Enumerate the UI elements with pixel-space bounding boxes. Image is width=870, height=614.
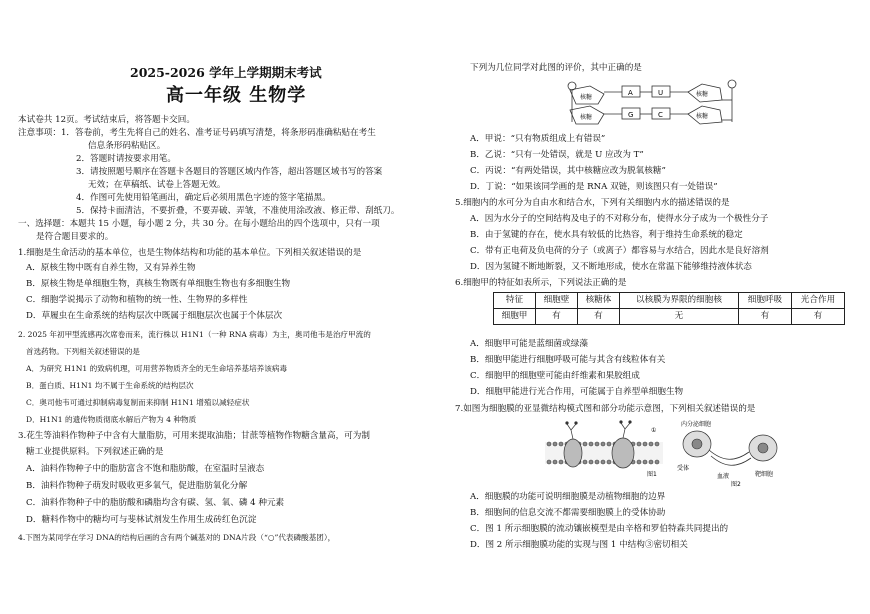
table-header-cell: 细胞壁 xyxy=(535,293,577,309)
sugar-label: 核糖 xyxy=(696,91,709,98)
question-stem: 1.细胞是生命活动的基本单位，也是生物体结构和功能的基本单位。下列相关叙述错误的是 xyxy=(18,248,362,258)
option: B．由于氢键的存在，使水具有较低的比热容，利于维持生命系统的稳定 xyxy=(470,230,743,240)
exam-subtitle: 高一年级 生物学 xyxy=(166,85,307,106)
notes-line: 5．保持卡面清洁，不要折叠，不要弄破、弄皱，不准使用涂改液、修正带、刮纸刀。 xyxy=(76,206,400,216)
question-stem: 糖工业提供原料。下列叙述正确的是 xyxy=(26,447,164,457)
section-heading: 一、选择题：本题共 15 小题，每小题 2 分，共 30 分。在每小题给出的四个选项中，只有一项 xyxy=(18,219,380,229)
option: D．因为氢键不断地断裂，又不断地形成，使水在常温下能够维持液体状态 xyxy=(470,262,752,272)
option: A．甲说：“只有物质组成上有错误” xyxy=(470,134,606,144)
notes-line: 3．请按照题号顺序在答题卡各题目的答题区域内作答，超出答题区域书写的答案 xyxy=(76,167,383,177)
table-cell: 有 xyxy=(577,309,619,325)
option: A．原核生物中既有自养生物，又有异养生物 xyxy=(26,263,196,273)
endocrine-cell-label: 内分泌细胞 xyxy=(681,421,712,428)
base-label: G xyxy=(628,111,634,119)
table-header-cell: 以核膜为界限的细胞核 xyxy=(619,293,738,309)
option: C．细胞甲的细胞壁可能由纤维素和果胶组成 xyxy=(470,371,640,381)
option: A．细胞甲可能是蓝细菌或绿藻 xyxy=(470,339,588,349)
option: D．丁说：“如果该同学画的是 RNA 双链，则该图只有一处错误” xyxy=(470,182,718,192)
notes-line: 无效；在草稿纸、试卷上答题无效。 xyxy=(88,180,226,190)
question-stem: 6.细胞甲的特征如表所示，下列说法正确的是 xyxy=(455,278,627,288)
blood-label: 血液 xyxy=(717,473,730,480)
option: A．油料作物种子中的脂肪富含不饱和脂肪酸，在室温时呈液态 xyxy=(26,464,265,474)
sugar-label: 核糖 xyxy=(580,114,593,121)
question-stem: 5.细胞内的水可分为自由水和结合水，下列有关细胞内水的描述错误的是 xyxy=(455,198,730,208)
notes-line: 4．作图可先使用铅笔画出，确定后必须用黑色字迹的签字笔描黑。 xyxy=(76,193,331,203)
base-label: C xyxy=(658,111,663,119)
table-row xyxy=(494,309,845,325)
table-cell: 有 xyxy=(738,309,791,325)
glycoprotein-chain xyxy=(567,424,576,439)
option: C．奥司他韦可通过抑制病毒复制而来抑制 H1N1 增殖以减轻症状 xyxy=(26,398,250,407)
option: D．H1N1 的遗传物质彻底水解后产物为 4 种物质 xyxy=(26,415,197,424)
table-cell: 有 xyxy=(791,309,844,325)
option: C．带有正电荷及负电荷的分子（或离子）都容易与水结合，因此水是良好溶剂 xyxy=(470,246,769,256)
option: C．油料作物种子中的脂肪酸和磷脂均含有碳、氢、氧、磷 4 种元素 xyxy=(26,498,285,508)
option: C．丙说：“有两处错误，其中核糖应改为脱氧核糖” xyxy=(470,166,666,176)
intro-line: 本试卷共 12页。考试结束后，将答题卡交回。 xyxy=(18,115,195,125)
option: C．细胞学说揭示了动物和植物的统一性、生物界的多样性 xyxy=(26,295,248,305)
section-heading: 是符合题目要求的。 xyxy=(36,232,114,242)
question-stem: 7.如图为细胞膜的亚显微结构模式图和部分功能示意图，下列相关叙述错误的是 xyxy=(455,404,756,414)
option: D．细胞甲能进行光合作用，可能属于自养型单细胞生物 xyxy=(470,387,684,397)
table-cell: 有 xyxy=(535,309,577,325)
option: B．细胞间的信息交流不都需要细胞膜上的受体协助 xyxy=(470,508,666,518)
option: D．草履虫在生命系统的结构层次中既属于细胞层次也属于个体层次 xyxy=(26,311,283,321)
option: A．细胞膜的功能可说明细胞膜是动植物细胞的边界 xyxy=(470,492,666,502)
question-stem: 首选药物。下列相关叙述错误的是 xyxy=(26,347,140,356)
table-header-cell: 细胞呼吸 xyxy=(738,293,791,309)
notes-line: 信息条形码粘贴区。 xyxy=(88,141,166,151)
table-header-cell: 特征 xyxy=(494,293,536,309)
cell-membrane-figure xyxy=(543,418,783,488)
base-label: U xyxy=(658,89,664,97)
receptor-label: 受体 xyxy=(677,465,690,472)
table-header-row xyxy=(494,293,845,309)
option: B．蛋白质、H1N1 均不属于生命系统的结构层次 xyxy=(26,381,194,390)
option: C．图 1 所示细胞膜的流动镶嵌模型是由辛格和罗伯特森共同提出的 xyxy=(470,524,729,534)
table-cell: 无 xyxy=(619,309,738,325)
option: B．油料作物种子萌发时吸收更多氧气，促进脂肪氧化分解 xyxy=(26,481,248,491)
blood-vessel xyxy=(709,450,749,459)
question-stem: 下列为几位同学对此图的评价，其中正确的是 xyxy=(470,63,642,73)
question-stem: 3.花生等油料作物种子中含有大量脂肪，可用来提取油脂；甘蔗等植物作物糖含量高，可为制 xyxy=(18,431,370,441)
option: B．细胞甲能进行细胞呼吸可能与其含有线粒体有关 xyxy=(470,355,666,365)
base-label: A xyxy=(628,89,633,97)
notes-line: 注意事项：1．答卷前，考生先将自己的姓名、准考证号码填写清楚，将条形码准确粘贴在考生 xyxy=(18,128,376,138)
structure-marker: ① xyxy=(651,427,657,434)
option: A．因为水分子的空间结构及电子的不对称分布，使得水分子成为一个极性分子 xyxy=(470,214,769,224)
membrane-protein xyxy=(564,439,582,467)
question-stem: 4.下图为某同学在学习 DNA的结构后画的含有两个碱基对的 DNA片段（“○”代表磷酸基团）， xyxy=(18,533,336,542)
cell-signaling-diagram xyxy=(677,420,777,488)
figure-caption: 图2 xyxy=(731,481,741,488)
figure-caption: 图1 xyxy=(647,471,657,478)
table-cell: 细胞甲 xyxy=(494,309,536,325)
option: A．为研究 H1N1 的致病机理，可用营养物质齐全的无生命培养基培养该病毒 xyxy=(26,364,288,373)
exam-title: 2025-2026 学年上学期期末考试 xyxy=(130,65,322,80)
sugar-label: 核糖 xyxy=(696,113,709,120)
question-stem: 2. 2025 年初甲型流感再次席卷而来，流行株以 H1N1（一种 RNA 病毒）为主，奥司他韦是治疗甲流的 xyxy=(18,330,371,339)
membrane-protein xyxy=(612,438,634,468)
option: D．糖料作物中的糖均可与斐林试剂发生作用生成砖红色沉淀 xyxy=(26,515,257,525)
phosphate-circle xyxy=(728,80,736,88)
dna-structure-figure xyxy=(560,76,760,130)
option: D．图 2 所示细胞膜功能的实现与图 1 中结构③密切相关 xyxy=(470,540,688,550)
cell-features-table xyxy=(493,292,845,325)
membrane-bilayer-diagram xyxy=(545,420,663,478)
notes-line: 2．答题时请按要求用笔。 xyxy=(76,154,176,164)
table-header-cell: 核糖体 xyxy=(577,293,619,309)
table-header-cell: 光合作用 xyxy=(791,293,844,309)
option: B．原核生物是单细胞生物，真核生物既有单细胞生物也有多细胞生物 xyxy=(26,279,291,289)
target-cell-label: 靶细胞 xyxy=(755,471,774,478)
option: B．乙说：“只有一处错误，就是 U 应改为 T” xyxy=(470,150,644,160)
sugar-label: 核糖 xyxy=(580,94,593,101)
